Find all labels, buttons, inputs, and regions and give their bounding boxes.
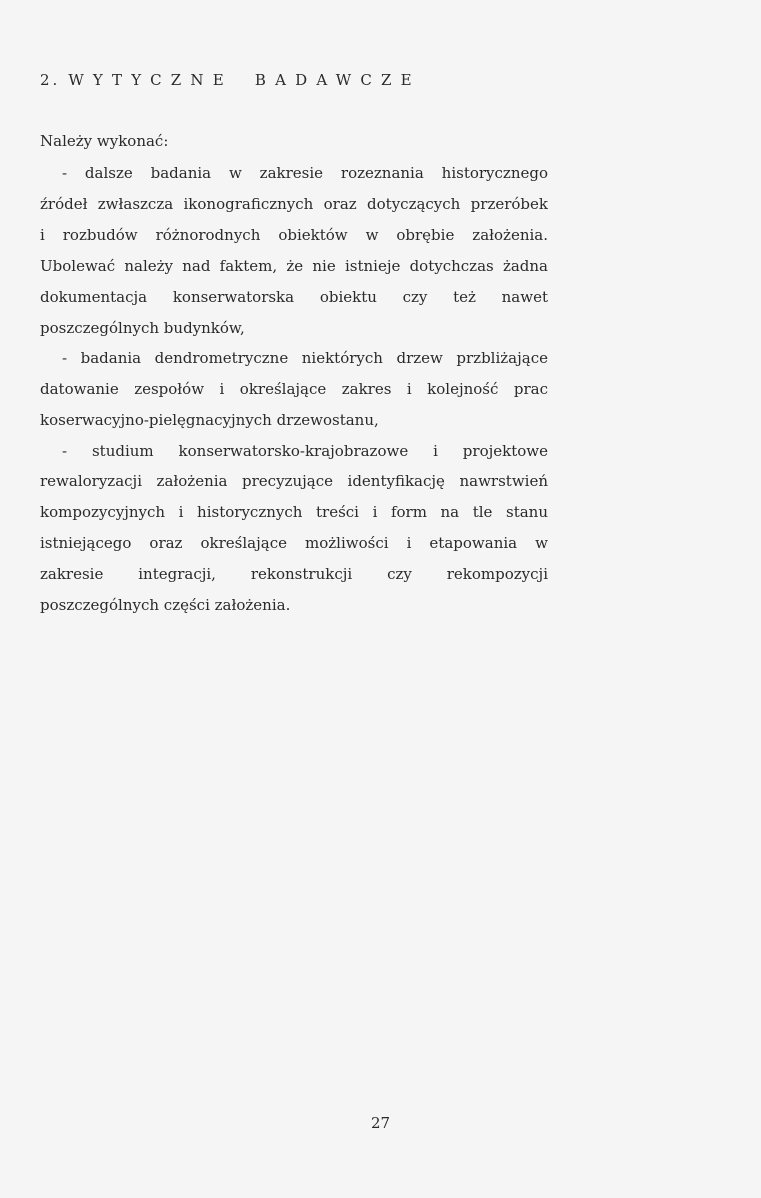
paragraph-line: poszczególnych budynków, <box>40 319 245 337</box>
section-title-word-1: WYTYCZNE <box>68 71 233 89</box>
paragraph-line: koserwacyjno-pielęgnacyjnych drzewostanu, <box>40 411 379 429</box>
section-number: 2. <box>40 71 61 89</box>
section-heading <box>40 70 421 90</box>
paragraph-line: - badania dendrometryczne niektórych drzew przbliżające <box>62 349 548 367</box>
paragraph-line: źródeł zwłaszcza ikonograficznych oraz dotyczących przeróbek <box>40 195 548 213</box>
paragraph-line: zakresie integracji, rekonstrukcji czy rekompozycji <box>40 565 548 583</box>
paragraph-line: istniejącego oraz określające możliwości i etapowania w <box>40 534 548 552</box>
paragraph-line: poszczególnych części założenia. <box>40 596 291 614</box>
section-title-word-2: BADAWCZE <box>254 71 421 89</box>
paragraph-line: - dalsze badania w zakresie rozeznania historycznego <box>62 164 548 182</box>
page-number: 27 <box>370 1114 391 1132</box>
paragraph-line: Ubolewać należy nad faktem, że nie istnieje dotychczas żadna <box>40 257 548 275</box>
intro-line: Należy wykonać: <box>40 132 169 150</box>
paragraph-line: datowanie zespołów i określające zakres i kolejność prac <box>40 380 548 398</box>
paragraph-line: dokumentacja konserwatorska obiektu czy też nawet <box>40 288 548 306</box>
paragraph-line: kompozycyjnych i historycznych treści i form na tle stanu <box>40 503 548 521</box>
paragraph-line: rewaloryzacji założenia precyzujące identyfikację nawrstwień <box>40 472 548 490</box>
paragraph-line: i rozbudów różnorodnych obiektów w obrębie założenia. <box>40 226 548 244</box>
paragraph-line: - studium konserwatorsko-krajobrazowe i projektowe <box>62 442 548 460</box>
